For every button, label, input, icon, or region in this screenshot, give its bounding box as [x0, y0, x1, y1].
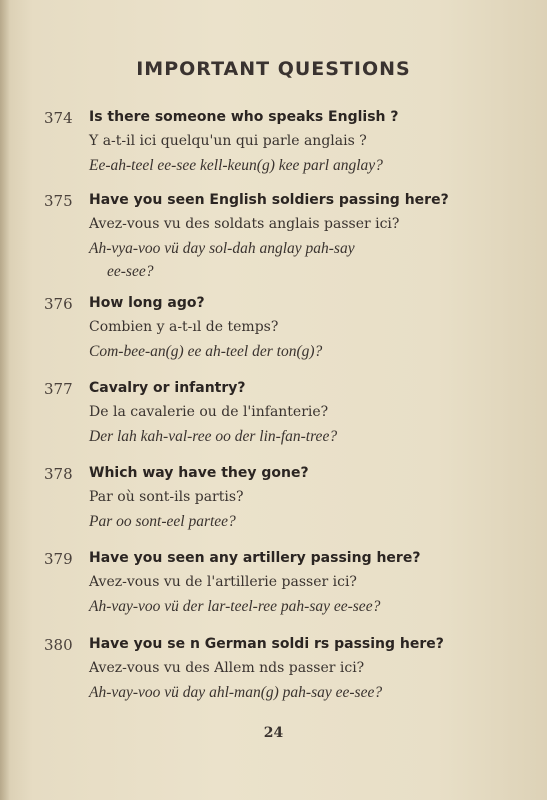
phonetic-pronunciation: Ah-vya-voo vü day sol-dah anglay pah-say	[89, 240, 355, 257]
entry-number: 379	[44, 550, 73, 568]
entry-number: 378	[44, 465, 73, 483]
french-translation: Y a-t-il ici quelqu'un qui parle anglais ?	[89, 133, 367, 149]
french-translation: Avez-vous vu de l'artillerie passer ici?	[89, 574, 357, 590]
entry-number: 375	[44, 192, 73, 210]
english-question: Is there someone who speaks English ?	[89, 109, 399, 125]
english-question: Cavalry or infantry?	[89, 380, 246, 396]
entry-number: 374	[44, 109, 73, 127]
phonetic-pronunciation: Ah-vay-voo vü day ahl-man(g) pah-say ee-see?	[89, 684, 383, 701]
phonetic-pronunciation: Ee-ah-teel ee-see kell-keun(g) kee parl anglay?	[89, 157, 383, 174]
book-spine-shadow	[0, 0, 10, 800]
french-translation: De la cavalerie ou de l'infanterie?	[89, 404, 329, 420]
phonetic-pronunciation: Par oo sont-eel partee?	[89, 513, 236, 530]
entry-number: 380	[44, 636, 73, 654]
phonetic-pronunciation-continued: ee-see?	[107, 263, 154, 280]
phonetic-pronunciation: Ah-vay-voo vü der lar-teel-ree pah-say ee-see?	[89, 598, 381, 615]
english-question: Have you seen English soldiers passing here?	[89, 192, 449, 208]
english-question: Have you seen any artillery passing here?	[89, 550, 421, 566]
phonetic-pronunciation: Com-bee-an(g) ee ah-teel der ton(g)?	[89, 343, 323, 360]
english-question: How long ago?	[89, 295, 205, 311]
french-translation: Avez-vous vu des Allem nds passer ici?	[89, 660, 365, 676]
english-question: Have you se n German soldi rs passing here?	[89, 636, 444, 652]
page-number: 24	[263, 725, 284, 741]
entry-number: 377	[44, 380, 73, 398]
french-translation: Par où sont-ils partis?	[89, 489, 244, 505]
english-question: Which way have they gone?	[89, 465, 309, 481]
entry-number: 376	[44, 295, 73, 313]
french-translation: Combien y a-t-ıl de temps?	[89, 319, 279, 335]
phonetic-pronunciation: Der lah kah-val-ree oo der lin-fan-tree?	[89, 428, 338, 445]
page-title: IMPORTANT QUESTIONS	[136, 58, 411, 80]
french-translation: Avez-vous vu des soldats anglais passer ici?	[89, 216, 400, 232]
